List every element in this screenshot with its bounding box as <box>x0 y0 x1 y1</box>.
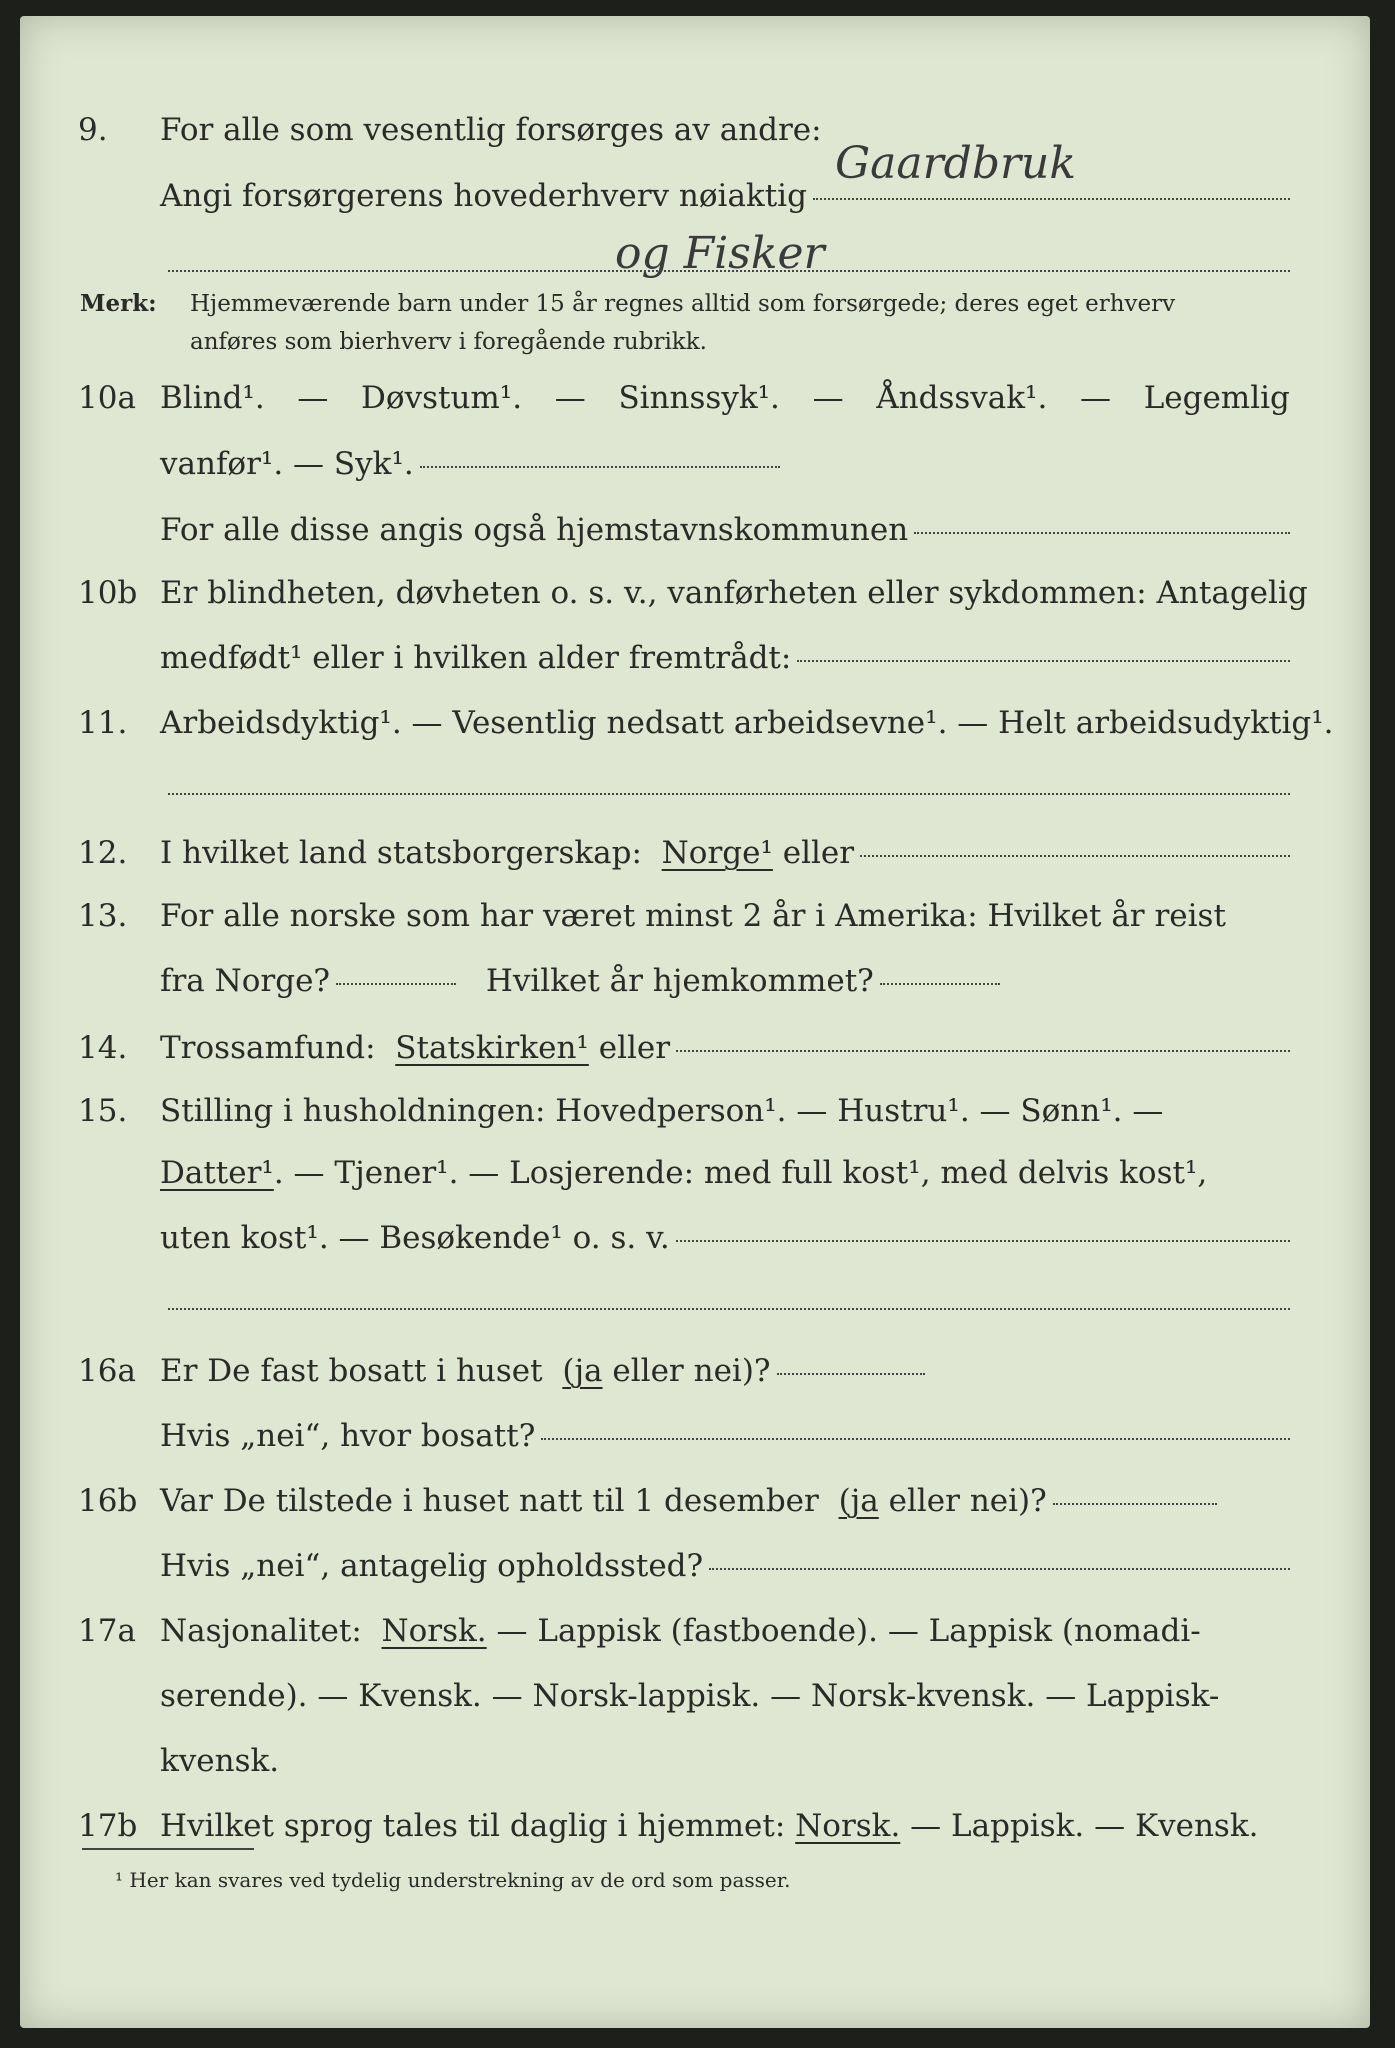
q17a-line3 <box>160 1743 1290 1779</box>
footnote-rule <box>82 1848 254 1850</box>
q17b-line1 <box>160 1808 1290 1844</box>
merk-line1: Hjemmeværende barn under 15 år regnes alltid som forsørgede; deres eget erhverv <box>190 291 1176 317</box>
q16b-line2 <box>160 1548 1290 1584</box>
q10b-dots <box>797 659 1290 662</box>
q14-number: 14. <box>78 1030 128 1066</box>
q14-dots <box>676 1049 1290 1052</box>
q16a-line2 <box>160 1418 1290 1454</box>
q16b-text: Var De tilstede i huset natt til 1 desember <box>160 1483 819 1519</box>
q9-dots <box>813 197 1290 200</box>
q15-line2 <box>160 1155 1290 1191</box>
q10a-line2 <box>160 446 780 482</box>
q17b-norsk-underlined: Norsk. <box>795 1808 901 1844</box>
q17a-text: Nasjonalitet: <box>160 1613 362 1649</box>
q13-dots-b <box>880 982 1000 985</box>
q9-line1 <box>160 112 1290 148</box>
q9-handwriting-2: og Fisker <box>615 228 825 279</box>
q14-line1 <box>160 1030 1290 1066</box>
q13-text1: For alle norske som har været minst 2 år i Amerika: Hvilket år reist <box>160 898 1226 934</box>
q10a-dash: — <box>297 380 329 416</box>
q10a-line3 <box>160 512 1290 548</box>
q12-line1 <box>160 835 1290 871</box>
q11-dotted-line <box>168 793 1290 795</box>
q10a-dots3 <box>914 531 1290 534</box>
q15-line3 <box>160 1220 1290 1256</box>
q10a-dash: — <box>1080 380 1112 416</box>
footnote: ¹ Her kan svares ved tydelig understrekning av de ord som passer. <box>115 1868 791 1892</box>
q9-line2 <box>160 178 1290 214</box>
q10a-dash: — <box>554 380 586 416</box>
q16b-dots2 <box>709 1567 1290 1570</box>
merk-label: Merk: <box>80 290 157 317</box>
q16b-number: 16b <box>78 1483 138 1519</box>
q16a-dots <box>777 1372 925 1375</box>
q10b-text2: medfødt¹ eller i hvilken alder fremtrådt: <box>160 640 792 676</box>
q11-text: Arbeidsdyktig¹. — Vesentlig nedsatt arbeidsevne¹. — Helt arbeidsudyktig¹. <box>160 705 1334 741</box>
q15-dotted-line <box>168 1308 1290 1310</box>
q10a-andssvak: Åndssvak¹. <box>876 380 1048 416</box>
q17a-number: 17a <box>78 1613 136 1649</box>
q9-number: 9. <box>78 112 108 148</box>
merk-line2: anføres som bierhverv i foregående rubrikk. <box>190 329 707 355</box>
q16b-ja-underlined: (ja <box>838 1483 879 1519</box>
q12-dots <box>860 854 1290 857</box>
q13-number: 13. <box>78 898 128 934</box>
q17a-text3: kvensk. <box>160 1743 280 1779</box>
q17a-text2: serende). — Kvensk. — Norsk-lappisk. — Norsk-kvensk. — Lappisk- <box>160 1678 1220 1714</box>
q17a-line1 <box>160 1613 1290 1649</box>
q9-text1: For alle som vesentlig forsørges av andre: <box>160 112 822 148</box>
q17a-norsk-underlined: Norsk. <box>381 1613 487 1649</box>
q10a-number: 10a <box>78 380 136 416</box>
q10b-line2 <box>160 640 1290 676</box>
q15-text1: Stilling i husholdningen: Hovedperson¹. — Hustru¹. — Sønn¹. — <box>160 1093 1164 1129</box>
q11-line1 <box>160 705 1334 741</box>
q13-dots-a <box>336 982 456 985</box>
q10b-number: 10b <box>78 575 138 611</box>
q15-text2: . — Tjener¹. — Losjerende: med full kost¹, med delvis kost¹, <box>273 1155 1208 1191</box>
q16b-dots <box>1053 1502 1217 1505</box>
q16a-dots2 <box>541 1437 1290 1440</box>
q15-datter-underlined: Datter¹ <box>160 1155 274 1191</box>
q10a-legemlig: Legemlig <box>1143 380 1290 416</box>
q10a-blind: Blind¹. <box>160 380 265 416</box>
q14-answer-underlined: Statskirken¹ <box>395 1030 589 1066</box>
q13-text2b: Hvilket år hjemkommet? <box>485 963 874 999</box>
q16b-text2: Hvis „nei“, antagelig opholdssted? <box>160 1548 704 1584</box>
q14-text: Trossamfund: <box>160 1030 376 1066</box>
q10a-text2: vanfør¹. — Syk¹. <box>160 446 414 482</box>
q16a-number: 16a <box>78 1353 136 1389</box>
q15-dots <box>676 1239 1290 1242</box>
q13-line1 <box>160 898 1290 934</box>
q17b-number: 17b <box>78 1808 138 1844</box>
q15-number: 15. <box>78 1093 128 1129</box>
q13-line2 <box>160 963 1000 999</box>
q17b-text-post: — Lappisk. — Kvensk. <box>910 1808 1259 1844</box>
q16a-line1 <box>160 1353 925 1389</box>
q10a-line1 <box>160 380 1290 416</box>
merk-note <box>80 285 1290 361</box>
q13-text2a: fra Norge? <box>160 963 331 999</box>
q16a-text-post: eller nei)? <box>612 1353 771 1389</box>
q16a-text: Er De fast bosatt i huset <box>160 1353 543 1389</box>
q17a-text-post: — Lappisk (fastboende). — Lappisk (nomadi- <box>496 1613 1201 1649</box>
q17a-line2 <box>160 1678 1290 1714</box>
q9-text2: Angi forsørgerens hovederhverv nøiaktig <box>160 178 807 214</box>
q15-line1 <box>160 1093 1290 1129</box>
q14-eller: eller <box>598 1030 671 1066</box>
q12-eller: eller <box>782 835 855 871</box>
q10a-text3: For alle disse angis også hjemstavnskommunen <box>160 512 909 548</box>
q10a-dovstum: Døvstum¹. <box>361 380 523 416</box>
q16a-ja-underlined: (ja <box>562 1353 603 1389</box>
q12-number: 12. <box>78 835 128 871</box>
q16b-text-post: eller nei)? <box>888 1483 1047 1519</box>
q10a-sinnssyk: Sinnssyk¹. <box>618 380 780 416</box>
q15-text3: uten kost¹. — Besøkende¹ o. s. v. <box>160 1220 670 1256</box>
q16b-line1 <box>160 1483 1217 1519</box>
q17b-text: Hvilket sprog tales til daglig i hjemmet: <box>160 1808 786 1844</box>
q16a-text2: Hvis „nei“, hvor bosatt? <box>160 1418 536 1454</box>
q10b-line1 <box>160 575 1308 611</box>
q10a-dash: — <box>812 380 844 416</box>
q9-handwriting-1: Gaardbruk <box>835 138 1077 189</box>
q12-text: I hvilket land statsborgerskap: <box>160 835 642 871</box>
q11-number: 11. <box>78 705 128 741</box>
q12-answer-underlined: Norge¹ <box>661 835 773 871</box>
q10a-dots2 <box>420 465 780 468</box>
q10b-text1: Er blindheten, døvheten o. s. v., vanførheten eller sykdommen: Antagelig <box>160 575 1308 611</box>
q9-dotted-line <box>168 270 1290 272</box>
